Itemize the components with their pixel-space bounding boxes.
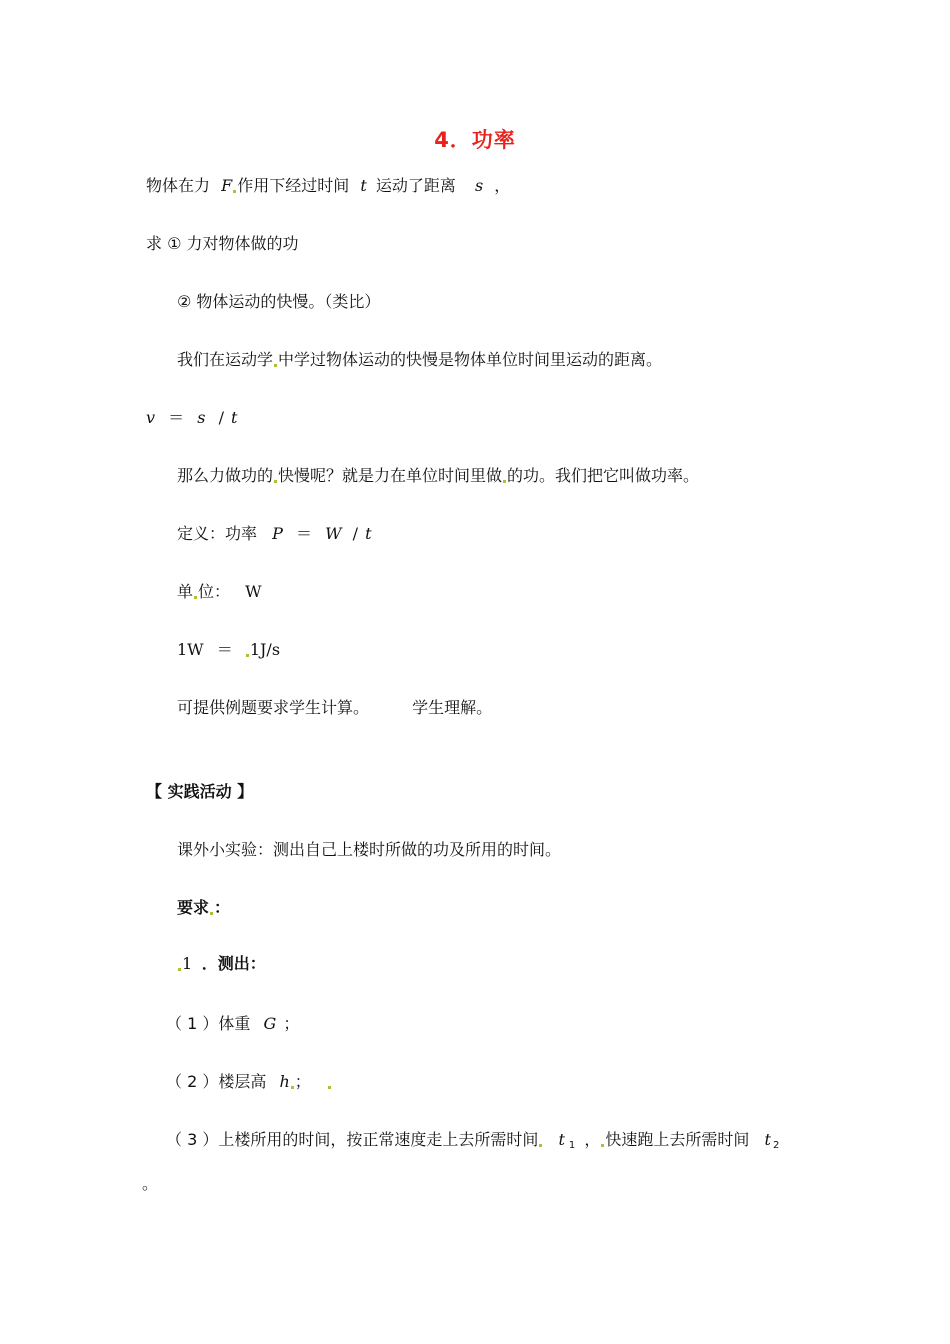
text: ：: [214, 898, 231, 917]
distance-symbol: s: [474, 176, 484, 195]
slash: /: [352, 524, 359, 543]
weight-symbol: G: [263, 1014, 277, 1033]
power-intro: [177, 466, 699, 486]
height-symbol: h: [279, 1072, 290, 1091]
kinematics-note: [177, 350, 662, 370]
text: ；: [283, 1014, 300, 1033]
subscript: 1: [568, 1140, 576, 1151]
marker-dot: [503, 480, 506, 483]
distance-symbol: s: [197, 408, 206, 427]
text: 我们在运动学: [177, 350, 274, 369]
text: 1W: [177, 640, 204, 659]
text: ，: [494, 176, 511, 195]
text: ，: [584, 1130, 601, 1149]
time2-symbol: t: [764, 1130, 771, 1149]
text: 要求: [177, 898, 210, 917]
text: ．测出：: [201, 954, 266, 973]
text: 那么力做功的: [177, 466, 274, 485]
page-title: 4．功率: [434, 128, 516, 152]
text: （ 3 ）上楼所用的时间，按正常速度走上去所需时: [166, 1130, 523, 1149]
text: 学生理解。: [412, 698, 493, 717]
marker-dot: [539, 1144, 542, 1147]
unit-symbol: W: [245, 582, 262, 601]
force-symbol: F: [221, 176, 233, 195]
problem-statement: [146, 176, 510, 196]
question-2: ② 物体运动的快慢。（类比）: [177, 292, 381, 311]
text: 运动了距离: [375, 176, 456, 195]
text: 定义：功率: [177, 524, 258, 543]
text: 间: [522, 1130, 539, 1149]
period: 。: [142, 1174, 159, 1193]
marker-dot: [274, 364, 277, 367]
equals-sign: ＝: [295, 524, 312, 543]
text: 的功。我们把它叫做功率。: [507, 466, 700, 485]
experiment-description: 课外小实验：测出自己上楼时所做的功及所用的时间。: [177, 840, 562, 859]
text: 位：: [198, 582, 231, 601]
power-symbol: P: [272, 524, 283, 543]
requirements-heading: [177, 898, 230, 918]
text: 单: [177, 582, 194, 601]
velocity-formula: [146, 408, 237, 428]
measure-heading: [177, 954, 266, 974]
velocity-symbol: v: [146, 408, 156, 427]
unit-conversion: [177, 640, 280, 660]
time-symbol: t: [360, 176, 367, 195]
time-symbol: t: [365, 524, 372, 543]
teaching-note: [177, 698, 492, 718]
subscript: 2: [772, 1140, 780, 1151]
time1-symbol: t: [558, 1130, 565, 1149]
marker-dot: [328, 1086, 331, 1089]
time-symbol: t: [231, 408, 238, 427]
measure-height: [166, 1072, 332, 1092]
measure-time: [166, 1130, 779, 1156]
section-heading: 【 实践活动 】: [146, 782, 254, 801]
measure-weight: [166, 1014, 299, 1034]
marker-dot: [274, 480, 277, 483]
marker-dot: [246, 654, 249, 657]
unit-line: [177, 582, 262, 602]
marker-dot: [210, 912, 213, 915]
text: 作用下经过时间: [237, 176, 350, 195]
marker-dot: [291, 1086, 294, 1089]
equals-sign: ＝: [168, 408, 185, 427]
marker-dot: [233, 190, 236, 193]
text: 快速跑上去所需时间: [605, 1130, 750, 1149]
equals-sign: ＝: [216, 640, 233, 659]
work-symbol: W: [325, 524, 342, 543]
slash: /: [218, 408, 224, 427]
marker-dot: [601, 1144, 604, 1147]
text: （ 2 ）楼层高: [166, 1072, 267, 1091]
text: 快慢呢？就是力在单位时间里做: [278, 466, 503, 485]
text: 1J/s: [249, 640, 281, 659]
marker-dot: [194, 596, 197, 599]
text: 中学过物体运动的快慢是物体单位时间里运动的距离。: [278, 350, 663, 369]
text: 可提供例题要求学生计算。: [177, 698, 370, 717]
text: ；: [294, 1072, 311, 1091]
text: 物体在力: [146, 176, 211, 195]
marker-dot: [178, 968, 181, 971]
item-number: 1: [182, 954, 193, 973]
text: （ 1 ）体重: [166, 1014, 251, 1033]
question-1: 求 ① 力对物体做的功: [146, 234, 299, 253]
power-definition: [177, 524, 372, 544]
